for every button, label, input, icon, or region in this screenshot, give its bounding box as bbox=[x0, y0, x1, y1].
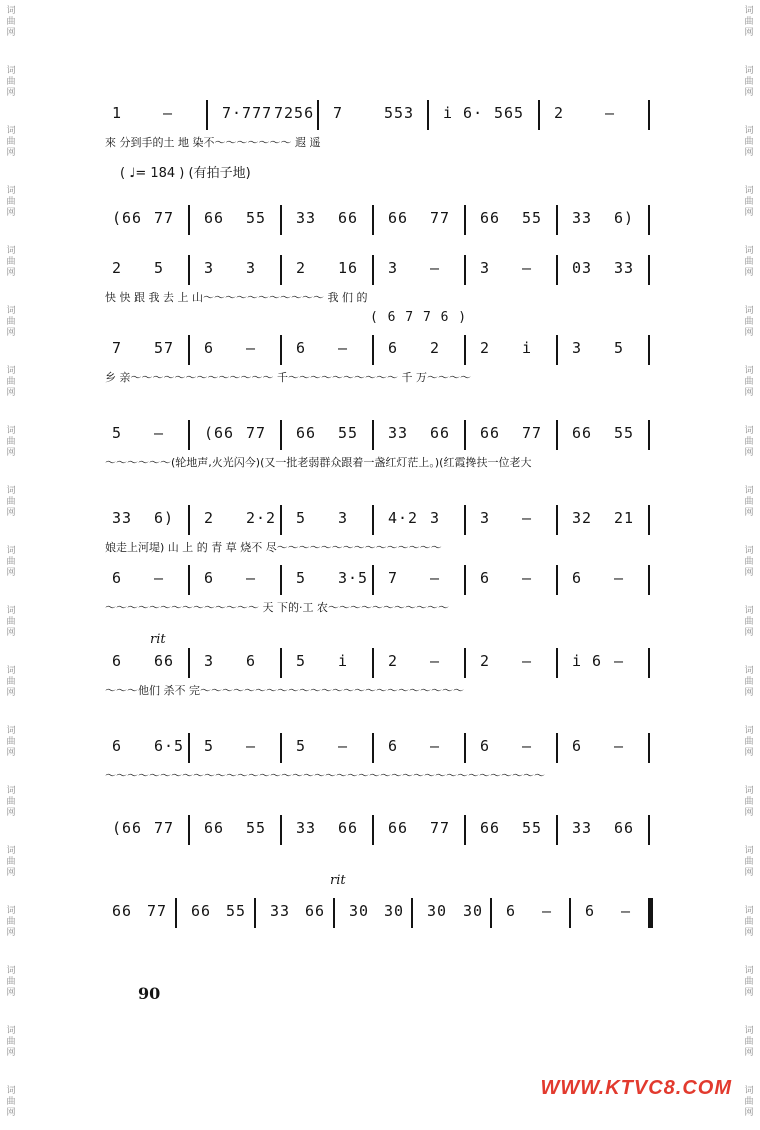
note-group: 3 bbox=[388, 259, 399, 277]
note-group: 66 bbox=[614, 819, 635, 837]
note-group: 3 bbox=[246, 259, 257, 277]
note-group: 553 bbox=[384, 104, 415, 122]
bar-line bbox=[372, 733, 374, 763]
note-group: — bbox=[605, 104, 616, 122]
bar-line bbox=[464, 565, 466, 595]
site-watermark: WWW.KTVC8.COM bbox=[540, 1077, 732, 1099]
watermark-text: 词 曲 网 bbox=[6, 426, 16, 458]
note-group: 77 bbox=[430, 819, 451, 837]
note-group: 66 bbox=[204, 819, 225, 837]
note-group: 6 bbox=[506, 902, 517, 920]
bar-line bbox=[464, 648, 466, 678]
note-group: 2 bbox=[480, 339, 491, 357]
note-group: — bbox=[154, 424, 165, 442]
watermark-text: 词 曲 网 bbox=[744, 366, 754, 398]
bar-line bbox=[648, 898, 653, 928]
bar-line bbox=[648, 100, 650, 130]
watermark-text: 词 曲 网 bbox=[744, 846, 754, 878]
note-group: 66 bbox=[191, 902, 212, 920]
note-group: 2 bbox=[430, 339, 441, 357]
note-group: 7256 bbox=[274, 104, 315, 122]
bar-line bbox=[556, 505, 558, 535]
score-row bbox=[100, 815, 660, 845]
note-group: 6 bbox=[112, 652, 123, 670]
note-group: — bbox=[621, 902, 632, 920]
note-group: 6 bbox=[112, 569, 123, 587]
note-group: 66 bbox=[338, 209, 359, 227]
note-group: 33 bbox=[270, 902, 291, 920]
note-group: 565 bbox=[494, 104, 525, 122]
watermark-text: 词 曲 网 bbox=[6, 726, 16, 758]
watermark-text: 词 曲 网 bbox=[744, 1026, 754, 1058]
note-group: 55 bbox=[522, 819, 543, 837]
note-group: 66 bbox=[430, 424, 451, 442]
watermark-text: 词 曲 网 bbox=[6, 666, 16, 698]
watermark-text: 词 曲 网 bbox=[744, 486, 754, 518]
note-group: 33 bbox=[112, 509, 133, 527]
bar-line bbox=[372, 505, 374, 535]
note-group: 33 bbox=[388, 424, 409, 442]
note-group: — bbox=[246, 737, 257, 755]
score-row bbox=[100, 733, 660, 763]
lyric-line: 乡 亲～～～～～～～～～～～～～ 千～～～～～～～～～～ 千 万～～～～ bbox=[105, 371, 471, 384]
bar-line bbox=[464, 733, 466, 763]
bar-line bbox=[464, 505, 466, 535]
ritardando-mark: rit bbox=[330, 873, 346, 888]
bar-line bbox=[556, 420, 558, 450]
note-group: — bbox=[430, 259, 441, 277]
note-group: 77 bbox=[246, 424, 267, 442]
bar-line bbox=[372, 255, 374, 285]
note-group: 33 bbox=[296, 819, 317, 837]
parenthetical-notes: ( 6 7 7 6 ) bbox=[370, 310, 468, 325]
watermark-text: 词 曲 网 bbox=[6, 786, 16, 818]
note-group: 33 bbox=[296, 209, 317, 227]
note-group: 57 bbox=[154, 339, 175, 357]
bar-line bbox=[556, 733, 558, 763]
watermark-text: 词 曲 网 bbox=[6, 1026, 16, 1058]
note-group: — bbox=[246, 339, 257, 357]
bar-line bbox=[206, 100, 208, 130]
watermark-text: 词 曲 网 bbox=[744, 426, 754, 458]
note-group: 6 bbox=[246, 652, 257, 670]
note-group: 77 bbox=[154, 819, 175, 837]
watermark-text: 词 曲 网 bbox=[6, 546, 16, 578]
note-group: 77 bbox=[147, 902, 168, 920]
note-group: 6 bbox=[585, 902, 596, 920]
bar-line bbox=[556, 255, 558, 285]
watermark-text: 词 曲 网 bbox=[6, 966, 16, 998]
note-group: — bbox=[522, 652, 533, 670]
note-group: 5 bbox=[296, 652, 307, 670]
bar-line bbox=[372, 648, 374, 678]
bar-line bbox=[254, 898, 256, 928]
note-group: 03 bbox=[572, 259, 593, 277]
watermark-text: 词 曲 网 bbox=[6, 306, 16, 338]
note-group: 4·2 bbox=[388, 509, 419, 527]
note-group: 55 bbox=[226, 902, 247, 920]
note-group: 2 bbox=[296, 259, 307, 277]
bar-line bbox=[464, 255, 466, 285]
score-row bbox=[100, 565, 660, 595]
lyric-line: 來 分到手的土 地 染不～～～～～～～ 遐 遥 bbox=[105, 136, 321, 149]
bar-line bbox=[648, 420, 650, 450]
bar-line bbox=[569, 898, 571, 928]
note-group: — bbox=[163, 104, 174, 122]
bar-line bbox=[372, 815, 374, 845]
lyric-line: ～～～他们 杀不 完～～～～～～～～～～～～～～～～～～～～～～～～ bbox=[105, 684, 464, 697]
bar-line bbox=[280, 420, 282, 450]
score-row bbox=[100, 255, 660, 285]
note-group: (66 bbox=[204, 424, 235, 442]
note-group: 77 bbox=[522, 424, 543, 442]
note-group: i bbox=[522, 339, 533, 357]
bar-line bbox=[188, 648, 190, 678]
note-group: 66 bbox=[305, 902, 326, 920]
bar-line bbox=[280, 255, 282, 285]
bar-line bbox=[280, 565, 282, 595]
note-group: 66 bbox=[480, 209, 501, 227]
note-group: 66 bbox=[388, 209, 409, 227]
watermark-text: 词 曲 网 bbox=[6, 606, 16, 638]
note-group: i 6· bbox=[443, 104, 484, 122]
note-group: 3 bbox=[430, 509, 441, 527]
bar-line bbox=[317, 100, 319, 130]
note-group: — bbox=[522, 509, 533, 527]
note-group: 6·5 bbox=[154, 737, 185, 755]
note-group: 66 bbox=[296, 424, 317, 442]
note-group: 5 bbox=[296, 569, 307, 587]
watermark-text: 词 曲 网 bbox=[744, 1086, 754, 1118]
note-group: — bbox=[338, 339, 349, 357]
note-group: 6) bbox=[154, 509, 175, 527]
note-group: 66 bbox=[338, 819, 359, 837]
note-group: 3 bbox=[204, 652, 215, 670]
note-group: 30 bbox=[427, 902, 448, 920]
note-group: 1 bbox=[112, 104, 123, 122]
lyric-line: ～～～～～～(轮地声,火光闪今)(又一批老弱群众跟着一盏红灯茫上。)(红霞搀扶一位老大 bbox=[105, 456, 532, 469]
bar-line bbox=[188, 815, 190, 845]
bar-line bbox=[372, 420, 374, 450]
note-group: 77 bbox=[430, 209, 451, 227]
note-group: 6 bbox=[388, 339, 399, 357]
bar-line bbox=[464, 205, 466, 235]
bar-line bbox=[648, 255, 650, 285]
watermark-text: 词 曲 网 bbox=[744, 6, 754, 38]
bar-line bbox=[556, 565, 558, 595]
watermark-text: 词 曲 网 bbox=[6, 906, 16, 938]
watermark-text: 词 曲 网 bbox=[744, 606, 754, 638]
bar-line bbox=[188, 733, 190, 763]
score-row bbox=[100, 205, 660, 235]
bar-line bbox=[464, 815, 466, 845]
bar-line bbox=[556, 205, 558, 235]
watermark-text: 词 曲 网 bbox=[744, 126, 754, 158]
note-group: 7 bbox=[112, 339, 123, 357]
note-group: 6) bbox=[614, 209, 635, 227]
watermark-text: 词 曲 网 bbox=[744, 906, 754, 938]
note-group: 6 bbox=[204, 339, 215, 357]
watermark-text: 词 曲 网 bbox=[6, 366, 16, 398]
note-group: 16 bbox=[338, 259, 359, 277]
note-group: 5 bbox=[204, 737, 215, 755]
watermark-text: 词 曲 网 bbox=[6, 486, 16, 518]
note-group: — bbox=[614, 569, 625, 587]
note-group: 2 bbox=[480, 652, 491, 670]
bar-line bbox=[280, 733, 282, 763]
bar-line bbox=[648, 565, 650, 595]
watermark-text: 词 曲 网 bbox=[744, 786, 754, 818]
note-group: 3 bbox=[480, 259, 491, 277]
score-row bbox=[100, 420, 660, 450]
bar-line bbox=[556, 648, 558, 678]
watermark-text: 词 曲 网 bbox=[6, 846, 16, 878]
note-group: 6 bbox=[388, 737, 399, 755]
note-group: 6 bbox=[572, 569, 583, 587]
bar-line bbox=[648, 335, 650, 365]
note-group: 5 bbox=[112, 424, 123, 442]
note-group: 5 bbox=[296, 509, 307, 527]
note-group: 3·5 bbox=[338, 569, 369, 587]
note-group: — bbox=[614, 652, 625, 670]
note-group: 6 bbox=[296, 339, 307, 357]
bar-line bbox=[648, 205, 650, 235]
note-group: (66 bbox=[112, 209, 143, 227]
note-group: 66 bbox=[154, 652, 175, 670]
note-group: — bbox=[430, 652, 441, 670]
note-group: 30 bbox=[384, 902, 405, 920]
note-group: 55 bbox=[338, 424, 359, 442]
note-group: 7·777 bbox=[222, 104, 273, 122]
note-group: 77 bbox=[154, 209, 175, 227]
note-group: 6 bbox=[480, 737, 491, 755]
bar-line bbox=[280, 205, 282, 235]
bar-line bbox=[648, 505, 650, 535]
note-group: 66 bbox=[388, 819, 409, 837]
note-group: — bbox=[522, 569, 533, 587]
note-group: 32 bbox=[572, 509, 593, 527]
note-group: 55 bbox=[522, 209, 543, 227]
note-group: (66 bbox=[112, 819, 143, 837]
lyric-line: 娘走上河堤) 山 上 的 青 草 烧不 尽～～～～～～～～～～～～～～～ bbox=[105, 541, 442, 554]
watermark-text: 词 曲 网 bbox=[6, 1086, 16, 1118]
note-group: 55 bbox=[246, 819, 267, 837]
watermark-text: 词 曲 网 bbox=[744, 246, 754, 278]
tempo-marking: ( ♩= 184 ) (有拍子地) bbox=[120, 166, 251, 181]
note-group: 5 bbox=[614, 339, 625, 357]
note-group: 6 bbox=[480, 569, 491, 587]
score-row bbox=[100, 648, 660, 678]
bar-line bbox=[648, 648, 650, 678]
note-group: 7 bbox=[388, 569, 399, 587]
note-group: 33 bbox=[614, 259, 635, 277]
note-group: 2 bbox=[388, 652, 399, 670]
bar-line bbox=[464, 335, 466, 365]
note-group: i 6 bbox=[572, 652, 603, 670]
note-group: — bbox=[246, 569, 257, 587]
note-group: 3 bbox=[572, 339, 583, 357]
bar-line bbox=[280, 335, 282, 365]
bar-line bbox=[188, 205, 190, 235]
note-group: 6 bbox=[572, 737, 583, 755]
note-group: 55 bbox=[614, 424, 635, 442]
watermark-text: 词 曲 网 bbox=[744, 306, 754, 338]
bar-line bbox=[188, 255, 190, 285]
watermark-text: 词 曲 网 bbox=[744, 186, 754, 218]
note-group: — bbox=[614, 737, 625, 755]
page-number: 90 bbox=[138, 984, 161, 1003]
note-group: 33 bbox=[572, 819, 593, 837]
bar-line bbox=[188, 565, 190, 595]
score-row bbox=[100, 335, 660, 365]
watermark-text: 词 曲 网 bbox=[6, 126, 16, 158]
watermark-text: 词 曲 网 bbox=[6, 246, 16, 278]
note-group: 3 bbox=[204, 259, 215, 277]
note-group: 30 bbox=[349, 902, 370, 920]
note-group: 21 bbox=[614, 509, 635, 527]
note-group: 30 bbox=[463, 902, 484, 920]
bar-line bbox=[280, 815, 282, 845]
note-group: i bbox=[338, 652, 349, 670]
watermark-text: 词 曲 网 bbox=[6, 186, 16, 218]
watermark-text: 词 曲 网 bbox=[744, 966, 754, 998]
bar-line bbox=[188, 420, 190, 450]
bar-line bbox=[464, 420, 466, 450]
score-row bbox=[100, 898, 660, 928]
bar-line bbox=[372, 335, 374, 365]
note-group: 66 bbox=[204, 209, 225, 227]
bar-line bbox=[556, 815, 558, 845]
note-group: — bbox=[542, 902, 553, 920]
bar-line bbox=[648, 815, 650, 845]
note-group: — bbox=[154, 569, 165, 587]
bar-line bbox=[411, 898, 413, 928]
bar-line bbox=[188, 335, 190, 365]
score-row bbox=[100, 100, 660, 130]
note-group: 66 bbox=[480, 819, 501, 837]
note-group: 2 bbox=[112, 259, 123, 277]
bar-line bbox=[556, 335, 558, 365]
bar-line bbox=[538, 100, 540, 130]
lyric-line: ～～～～～～～～～～～～～～ 天 下的·工 农～～～～～～～～～～～ bbox=[105, 601, 449, 614]
note-group: 5 bbox=[154, 259, 165, 277]
watermark-text: 词 曲 网 bbox=[744, 66, 754, 98]
watermark-text: 词 曲 网 bbox=[744, 726, 754, 758]
note-group: 7 bbox=[333, 104, 344, 122]
watermark-text: 词 曲 网 bbox=[6, 66, 16, 98]
lyric-line: ～～～～～～～～～～～～～～～～～～～～～～～～～～～～～～～～～～～～～～～～ bbox=[105, 769, 545, 782]
watermark-text: 词 曲 网 bbox=[6, 6, 16, 38]
note-group: 3 bbox=[338, 509, 349, 527]
bar-line bbox=[188, 505, 190, 535]
note-group: 33 bbox=[572, 209, 593, 227]
bar-line bbox=[333, 898, 335, 928]
note-group: 2·2 bbox=[246, 509, 277, 527]
note-group: — bbox=[522, 259, 533, 277]
bar-line bbox=[427, 100, 429, 130]
note-group: 2 bbox=[554, 104, 565, 122]
note-group: 3 bbox=[480, 509, 491, 527]
score-row bbox=[100, 505, 660, 535]
note-group: 66 bbox=[112, 902, 133, 920]
bar-line bbox=[490, 898, 492, 928]
note-group: 66 bbox=[480, 424, 501, 442]
note-group: 5 bbox=[296, 737, 307, 755]
note-group: — bbox=[522, 737, 533, 755]
note-group: 6 bbox=[112, 737, 123, 755]
ritardando-mark: rit bbox=[150, 632, 166, 647]
note-group: — bbox=[338, 737, 349, 755]
note-group: 66 bbox=[572, 424, 593, 442]
bar-line bbox=[175, 898, 177, 928]
lyric-line: 快 快 跟 我 去 上 山～～～～～～～～～～～ 我 们 的 bbox=[105, 291, 368, 304]
watermark-text: 词 曲 网 bbox=[744, 666, 754, 698]
bar-line bbox=[648, 733, 650, 763]
watermark-text: 词 曲 网 bbox=[744, 546, 754, 578]
bar-line bbox=[280, 648, 282, 678]
note-group: 2 bbox=[204, 509, 215, 527]
note-group: 6 bbox=[204, 569, 215, 587]
bar-line bbox=[372, 205, 374, 235]
note-group: 55 bbox=[246, 209, 267, 227]
bar-line bbox=[280, 505, 282, 535]
note-group: — bbox=[430, 737, 441, 755]
note-group: — bbox=[430, 569, 441, 587]
bar-line bbox=[372, 565, 374, 595]
